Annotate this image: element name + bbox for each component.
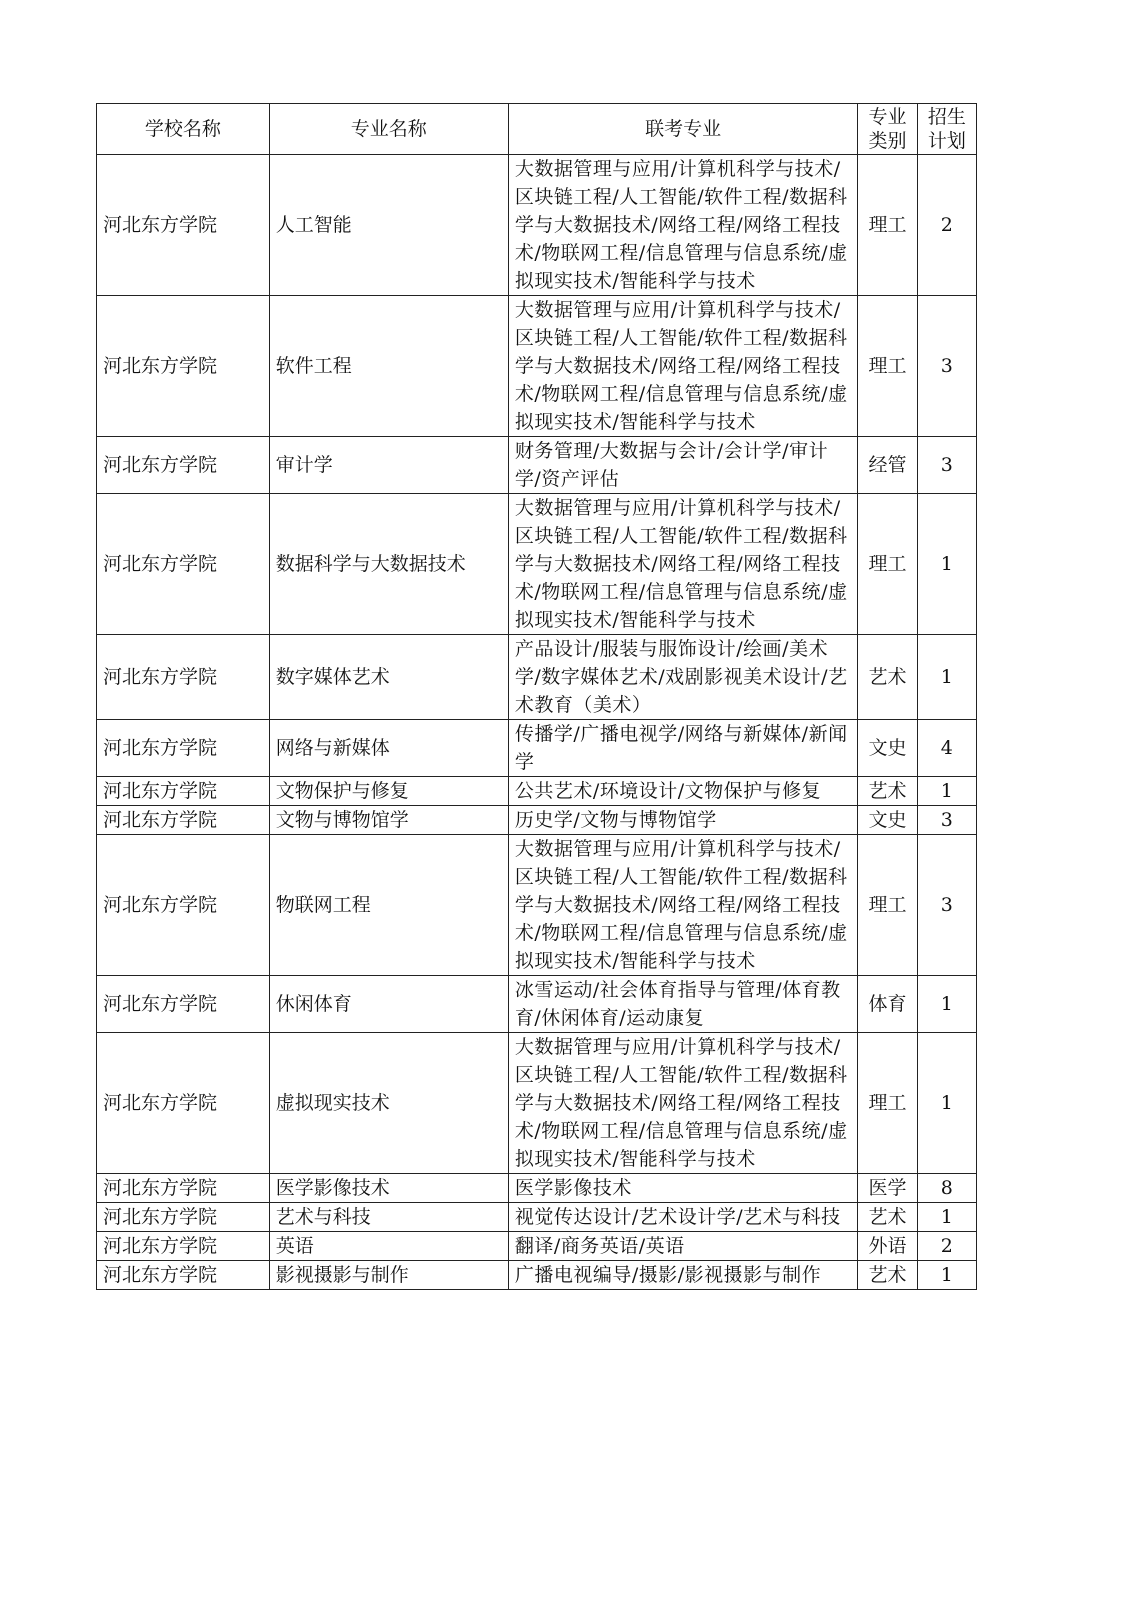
cell-school-name: 河北东方学院 <box>97 976 270 1033</box>
header-joint-exam-major: 联考专业 <box>508 104 858 155</box>
cell-joint-exam-majors: 冰雪运动/社会体育指导与管理/体育教育/休闲体育/运动康复 <box>508 976 858 1033</box>
cell-school-name: 河北东方学院 <box>97 1174 270 1203</box>
header-category-line2: 类别 <box>868 130 907 152</box>
cell-joint-exam-majors: 产品设计/服装与服饰设计/绘画/美术学/数字媒体艺术/戏剧影视美术设计/艺术教育（美术） <box>508 635 858 720</box>
table-row <box>97 1174 977 1203</box>
table-row <box>97 976 977 1033</box>
cell-major-name: 审计学 <box>269 437 508 494</box>
cell-enrollment-plan: 1 <box>917 494 976 635</box>
cell-major-name: 数字媒体艺术 <box>269 635 508 720</box>
cell-joint-exam-majors: 翻译/商务英语/英语 <box>508 1232 858 1261</box>
cell-joint-exam-majors: 公共艺术/环境设计/文物保护与修复 <box>508 777 858 806</box>
table-row <box>97 720 977 777</box>
cell-enrollment-plan: 1 <box>917 976 976 1033</box>
cell-school-name: 河北东方学院 <box>97 777 270 806</box>
cell-major-name: 物联网工程 <box>269 835 508 976</box>
cell-major-category: 外语 <box>858 1232 917 1261</box>
cell-school-name: 河北东方学院 <box>97 835 270 976</box>
table-row <box>97 1033 977 1174</box>
header-major-name: 专业名称 <box>269 104 508 155</box>
cell-major-category: 文史 <box>858 720 917 777</box>
cell-major-category: 经管 <box>858 437 917 494</box>
cell-school-name: 河北东方学院 <box>97 296 270 437</box>
cell-enrollment-plan: 4 <box>917 720 976 777</box>
cell-major-category: 理工 <box>858 296 917 437</box>
header-plan-line1: 招生 <box>927 106 966 128</box>
header-row <box>97 104 977 155</box>
cell-joint-exam-majors: 大数据管理与应用/计算机科学与技术/区块链工程/人工智能/软件工程/数据科学与大数据技术/网络工程/网络工程技术/物联网工程/信息管理与信息系统/虚拟现实技术/智能科学与技术 <box>508 296 858 437</box>
admissions-table <box>96 103 977 1290</box>
cell-major-name: 英语 <box>269 1232 508 1261</box>
cell-enrollment-plan: 1 <box>917 1033 976 1174</box>
cell-enrollment-plan: 2 <box>917 1232 976 1261</box>
table-row <box>97 1232 977 1261</box>
cell-school-name: 河北东方学院 <box>97 1232 270 1261</box>
cell-major-name: 影视摄影与制作 <box>269 1261 508 1290</box>
table-row <box>97 296 977 437</box>
header-category-line1: 专业 <box>868 106 907 128</box>
cell-joint-exam-majors: 广播电视编导/摄影/影视摄影与制作 <box>508 1261 858 1290</box>
cell-joint-exam-majors: 财务管理/大数据与会计/会计学/审计学/资产评估 <box>508 437 858 494</box>
cell-enrollment-plan: 2 <box>917 155 976 296</box>
cell-major-category: 理工 <box>858 494 917 635</box>
cell-school-name: 河北东方学院 <box>97 635 270 720</box>
cell-major-category: 理工 <box>858 155 917 296</box>
header-school-name: 学校名称 <box>97 104 270 155</box>
cell-major-category: 文史 <box>858 806 917 835</box>
table-body <box>97 155 977 1290</box>
cell-major-category: 艺术 <box>858 1203 917 1232</box>
cell-school-name: 河北东方学院 <box>97 720 270 777</box>
cell-major-name: 医学影像技术 <box>269 1174 508 1203</box>
table-row <box>97 437 977 494</box>
cell-enrollment-plan: 3 <box>917 296 976 437</box>
cell-major-name: 休闲体育 <box>269 976 508 1033</box>
cell-school-name: 河北东方学院 <box>97 1033 270 1174</box>
cell-major-name: 数据科学与大数据技术 <box>269 494 508 635</box>
cell-school-name: 河北东方学院 <box>97 1261 270 1290</box>
cell-school-name: 河北东方学院 <box>97 806 270 835</box>
cell-major-name: 软件工程 <box>269 296 508 437</box>
cell-enrollment-plan: 1 <box>917 1261 976 1290</box>
header-enrollment-plan <box>917 104 976 155</box>
cell-enrollment-plan: 1 <box>917 1203 976 1232</box>
table-row <box>97 1203 977 1232</box>
table-row <box>97 806 977 835</box>
header-major-category <box>858 104 917 155</box>
cell-major-category: 艺术 <box>858 635 917 720</box>
cell-joint-exam-majors: 传播学/广播电视学/网络与新媒体/新闻学 <box>508 720 858 777</box>
table-row <box>97 155 977 296</box>
cell-enrollment-plan: 8 <box>917 1174 976 1203</box>
cell-school-name: 河北东方学院 <box>97 437 270 494</box>
cell-major-name: 网络与新媒体 <box>269 720 508 777</box>
cell-school-name: 河北东方学院 <box>97 494 270 635</box>
table-header <box>97 104 977 155</box>
table-row <box>97 777 977 806</box>
cell-major-category: 艺术 <box>858 1261 917 1290</box>
header-plan-line2: 计划 <box>927 130 966 152</box>
cell-major-category: 理工 <box>858 1033 917 1174</box>
cell-enrollment-plan: 3 <box>917 437 976 494</box>
cell-enrollment-plan: 3 <box>917 835 976 976</box>
cell-enrollment-plan: 1 <box>917 635 976 720</box>
cell-major-name: 文物与博物馆学 <box>269 806 508 835</box>
cell-major-name: 艺术与科技 <box>269 1203 508 1232</box>
cell-major-category: 医学 <box>858 1174 917 1203</box>
table-row <box>97 635 977 720</box>
cell-school-name: 河北东方学院 <box>97 1203 270 1232</box>
cell-enrollment-plan: 1 <box>917 777 976 806</box>
cell-major-category: 艺术 <box>858 777 917 806</box>
cell-joint-exam-majors: 大数据管理与应用/计算机科学与技术/区块链工程/人工智能/软件工程/数据科学与大数据技术/网络工程/网络工程技术/物联网工程/信息管理与信息系统/虚拟现实技术/智能科学与技术 <box>508 835 858 976</box>
table-row <box>97 835 977 976</box>
cell-joint-exam-majors: 医学影像技术 <box>508 1174 858 1203</box>
cell-major-name: 人工智能 <box>269 155 508 296</box>
cell-major-category: 体育 <box>858 976 917 1033</box>
cell-joint-exam-majors: 历史学/文物与博物馆学 <box>508 806 858 835</box>
cell-joint-exam-majors: 大数据管理与应用/计算机科学与技术/区块链工程/人工智能/软件工程/数据科学与大数据技术/网络工程/网络工程技术/物联网工程/信息管理与信息系统/虚拟现实技术/智能科学与技术 <box>508 494 858 635</box>
table-row <box>97 1261 977 1290</box>
cell-school-name: 河北东方学院 <box>97 155 270 296</box>
cell-joint-exam-majors: 大数据管理与应用/计算机科学与技术/区块链工程/人工智能/软件工程/数据科学与大数据技术/网络工程/网络工程技术/物联网工程/信息管理与信息系统/虚拟现实技术/智能科学与技术 <box>508 1033 858 1174</box>
cell-major-name: 文物保护与修复 <box>269 777 508 806</box>
cell-joint-exam-majors: 大数据管理与应用/计算机科学与技术/区块链工程/人工智能/软件工程/数据科学与大数据技术/网络工程/网络工程技术/物联网工程/信息管理与信息系统/虚拟现实技术/智能科学与技术 <box>508 155 858 296</box>
cell-major-category: 理工 <box>858 835 917 976</box>
cell-enrollment-plan: 3 <box>917 806 976 835</box>
cell-major-name: 虚拟现实技术 <box>269 1033 508 1174</box>
table-row <box>97 494 977 635</box>
cell-joint-exam-majors: 视觉传达设计/艺术设计学/艺术与科技 <box>508 1203 858 1232</box>
